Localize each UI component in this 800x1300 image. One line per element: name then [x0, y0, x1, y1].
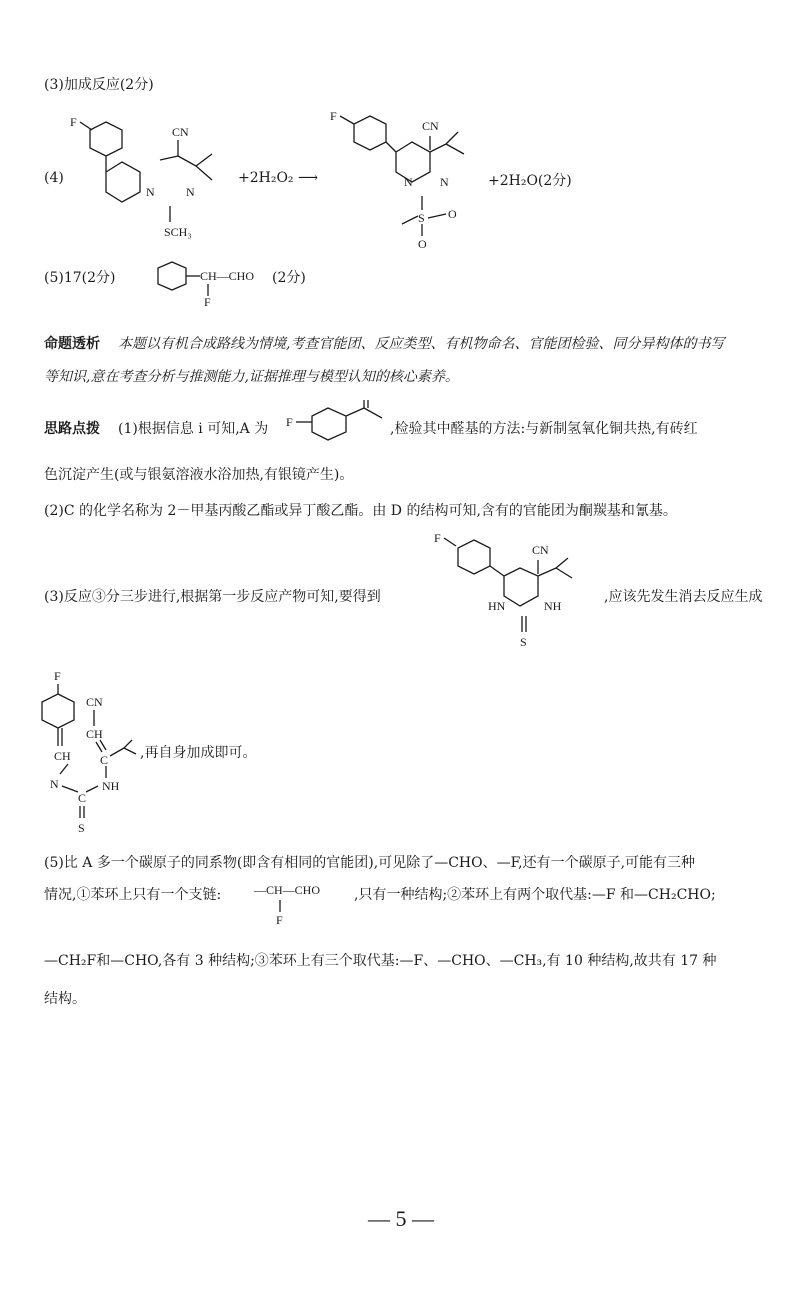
chem-o2: O	[418, 237, 427, 251]
chem-cn: CN	[86, 695, 103, 709]
hint-p1c: 色沉淀产生(或与银氨溶液水浴加热,有银镜产生)。	[44, 467, 354, 483]
analysis-label: 命题透析	[44, 336, 100, 352]
intermediate-structure	[430, 528, 610, 658]
chem-s: S	[418, 211, 425, 225]
chem-o1: O	[448, 207, 457, 221]
chem-f: F	[204, 295, 211, 309]
chem-c1: C	[100, 753, 109, 767]
chem-nh: NH	[102, 779, 120, 793]
compound-a-structure	[286, 398, 406, 448]
product-structure	[330, 104, 510, 254]
hint-p5e: 结构。	[44, 991, 86, 1007]
chem-s: S	[78, 821, 85, 835]
hint-p3c: ,再自身加成即可。	[140, 745, 257, 761]
hint-p3a: (3)反应③分三步进行,根据第一步反应产物可知,要得到	[44, 589, 381, 605]
answer-5: (5)17(2分)	[44, 270, 116, 286]
hint-p5b: 情况,①苯环上只有一个支链:	[44, 887, 222, 903]
hint-p5d: —CH₂F和—CHO,各有 3 种结构;③苯环上有三个取代基:—F、—CHO、—CH₃,有 10 种结构,故共有 17 种	[44, 953, 717, 969]
chem-f: F	[276, 913, 283, 927]
chem-ch2: CH	[86, 727, 103, 741]
chem-cn: CN	[422, 119, 439, 133]
hint-p5a: (5)比 A 多一个碳原子的同系物(即含有相同的官能团),可见除了—CHO、—F,还有一个碳原子,可能有三种	[44, 855, 696, 871]
hint-p3b: ,应该先发生消去反应生成	[604, 589, 763, 605]
answer-4-product: +2H₂O(2分)	[488, 173, 572, 189]
chem-s: S	[520, 635, 527, 649]
analysis-text-1: 本题以有机合成路线为情境,考查官能团、反应类型、有机物命名、官能团检验、同分异构体的书写	[118, 336, 725, 352]
answer-5-structure	[156, 258, 286, 308]
side-chain-structure	[254, 880, 364, 928]
chem-sch3: SCH₃	[164, 225, 192, 239]
chem-n1: N	[146, 185, 155, 199]
chem-hn: HN	[488, 599, 506, 613]
chem-ch-cho2: —CH—CHO	[254, 883, 321, 897]
chem-f: F	[434, 531, 441, 545]
chem-cn: CN	[172, 125, 189, 139]
page-number: — 5 —	[368, 1206, 434, 1231]
chem-ch1: CH	[54, 749, 71, 763]
chem-cn: CN	[532, 543, 549, 557]
chem-f: F	[330, 109, 337, 123]
hint-p1a: (1)根据信息 i 可知,A 为	[118, 421, 269, 437]
chem-n1: N	[404, 175, 413, 189]
answer-3: (3)加成反应(2分)	[44, 77, 154, 93]
chem-f: F	[70, 115, 77, 129]
hint-label: 思路点拨	[44, 421, 100, 437]
hint-p5c: ,只有一种结构;②苯环上有两个取代基:—F 和—CH₂CHO;	[354, 887, 716, 903]
chem-c2: C	[78, 791, 87, 805]
chem-n: N	[50, 777, 59, 791]
answer-5-score: (2分)	[272, 270, 306, 286]
analysis-text-2: 等知识,意在考查分析与推测能力,证据推理与模型认知的核心素养。	[44, 369, 459, 385]
chem-ch-cho: CH—CHO	[200, 269, 255, 283]
chem-n2: N	[440, 175, 449, 189]
chem-nh: NH	[544, 599, 562, 613]
reactant-structure	[60, 110, 240, 250]
hint-p2: (2)C 的化学名称为 2－甲基丙酸乙酯或异丁酸乙酯。由 D 的结构可知,含有的官能团为酮羰基和氰基。	[44, 503, 677, 519]
chem-n2: N	[186, 185, 195, 199]
chem-f: F	[286, 415, 293, 429]
answer-4-label: (4)	[44, 170, 64, 186]
chem-f: F	[54, 669, 61, 683]
hint-p1b: ,检验其中醛基的方法:与新制氢氧化铜共热,有砖红	[390, 421, 698, 437]
reaction-arrow-text: +2H₂O₂ ⟶	[238, 170, 319, 186]
